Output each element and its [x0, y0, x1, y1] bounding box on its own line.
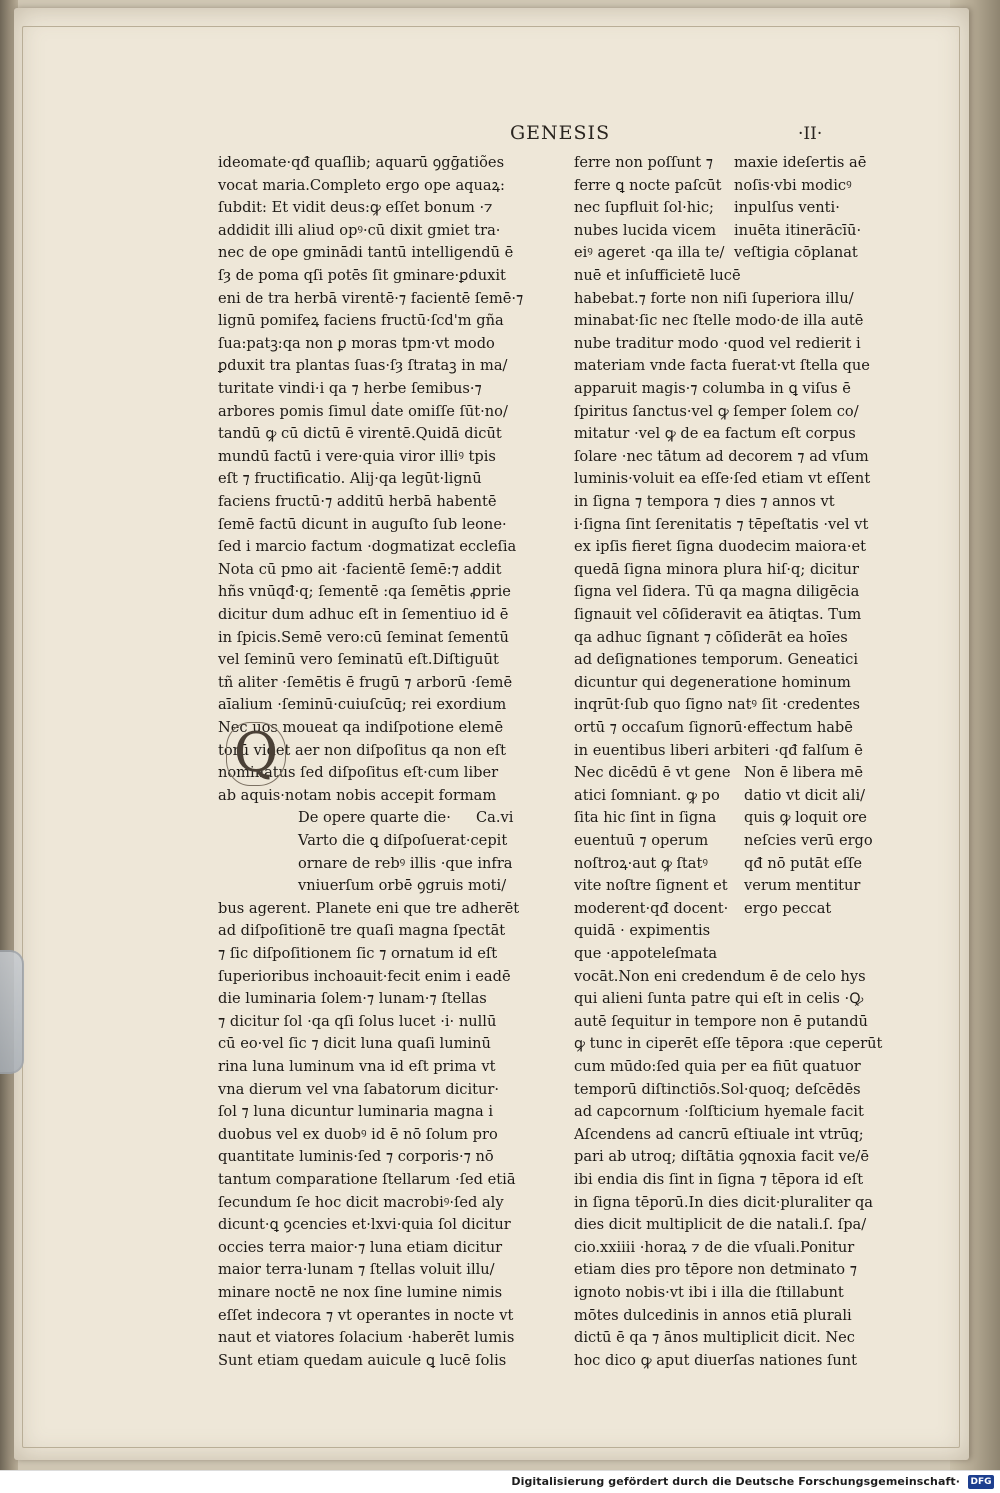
text-line: Nota cū pmo ait ·facientē ſemē:⁊ addit: [218, 560, 502, 578]
text-line: quedā ſigna minora plura hiſ·q; dicitur: [574, 560, 860, 578]
text-line: arbores pomis ſimul ḋate omiſſe ſūt·no/: [218, 402, 508, 420]
text-line: vniuerſum orbē ꝯgruis moti/: [298, 877, 507, 895]
text-line: ſpiritus ſanctus·vel ꝙ ſemper ſolem co/: [574, 402, 859, 420]
text-line: ex ipſis fieret ſigna duodecim maiora·et: [574, 538, 866, 556]
text-line: faciens fructū·⁊ additū herbā habentē: [218, 493, 497, 510]
text-line: i·ſigna ſint ſerenitatis ⁊ tēpeſtatis ·vel vt: [574, 515, 869, 533]
text-line: ad diſpoſitionē tre quaſi magna ſpectāt: [218, 922, 506, 940]
page-running-title: GENESIS: [510, 122, 611, 144]
text-line: addidit illi aliud opꝰ·cū dixit gmiet tra·: [218, 221, 501, 239]
text-line: verum mentitur: [744, 877, 861, 895]
text-line: eni de tra herbā virentē·⁊ facientē ſemē·⁊: [218, 289, 524, 307]
text-line: ſol ⁊ luna dicuntur luminaria magna i: [218, 1103, 493, 1121]
text-line: in ſigna ⁊ tempora ⁊ dies ⁊ annos vt: [574, 493, 835, 510]
text-line: Nec dicēdū ē vt gene: [574, 764, 731, 782]
text-line: ꝙ tunc in ciperēt eſſe tēpora :que ceperūt: [574, 1035, 883, 1053]
text-line: dies dicit multiplicit de die natali.ſ. ſpa/: [574, 1216, 867, 1234]
text-line: ignoto nobis·vt ibi i illa die ſtillabunt: [574, 1284, 844, 1301]
text-line: nec ſupfluit ſol·hic;: [574, 199, 714, 217]
text-line: noſis·vbi modicꝰ: [734, 176, 852, 194]
text-line: quis ꝙ loquit ore: [744, 809, 867, 827]
text-line: inqrūt·ſub quo ſigno natꝰ ſit ·credentes: [574, 696, 861, 714]
text-line: aīalium ·ſeminū·cuiuſcūq; rei exordium: [218, 696, 507, 714]
text-line: etiam dies pro tēpore non detminato ⁊: [574, 1261, 857, 1279]
chapter-heading: De opere quarte die·: [298, 809, 451, 827]
text-line: ortū ⁊ occaſum ſignorū·effectum habē: [574, 719, 853, 736]
text-line: dictū ē qa ⁊ ānos multiplicit dicit. Nec: [574, 1329, 855, 1347]
text-line: ad capcornum ·ſolſticium hyemale facit: [574, 1103, 864, 1121]
chapter-number: Ca.vi: [476, 809, 514, 827]
text-line: nominatus ſed diſpoſitus eſt·cum liber: [218, 764, 499, 782]
text-line: eiꝰ ageret ·qa illa te/: [574, 244, 725, 262]
text-line: naut et viatores ſolacium ·haberēt lumis: [218, 1329, 515, 1347]
text-line: euentuū ⁊ operum: [574, 832, 709, 849]
text-line: autē ſequitur in tempore non ē putandū: [574, 1012, 868, 1030]
text-line: ſignauit vel cōſideravit ea ātiqtas. Tum: [574, 606, 862, 623]
dfg-logo-icon: DFG: [968, 1475, 994, 1489]
text-line: torū videt aer non diſpoſitus qa non eſt: [218, 741, 507, 759]
text-line: quantitate luminis·ſed ⁊ corporis·⁊ nō: [218, 1148, 494, 1166]
text-line: nubes lucida vicem: [574, 221, 717, 239]
text-line: dicuntur qui degeneratione hominum: [574, 673, 851, 691]
text-line: nuē et inſufficietē lucē: [574, 267, 741, 284]
text-line: Aſcendens ad cancrū eſtiuale int vtrūq;: [574, 1125, 864, 1143]
text-line: occies terra maior·⁊ luna etiam dicitur: [218, 1238, 503, 1256]
text-line: Non ē libera mē: [744, 764, 863, 782]
text-line: ⁊ ſic diſpoſitionem ſic ⁊ ornatum id eſt: [218, 945, 498, 962]
text-line: tantum comparatione ſtellarum ·ſed etiā: [218, 1171, 516, 1188]
text-line: rina luna luminum vna id eſt prima vt: [218, 1058, 496, 1075]
text-line: die luminaria ſolem·⁊ lunam·⁊ ſtellas: [218, 990, 487, 1008]
text-line: Sunt etiam quedam auicule ꝗ lucē ſolis: [218, 1351, 507, 1369]
text-line: habebat.⁊ forte non niſi ſuperiora illu/: [574, 289, 854, 307]
text-line: ſubdit: Et vidit deus:ꝙ eſſet bonum ·⁊: [218, 199, 493, 217]
text-line: mundū factū i vere·quia viror illiꝰ tpis: [218, 447, 496, 465]
page-folio-number: ·II·: [798, 124, 823, 144]
text-line: datio vt dicit ali/: [744, 786, 866, 804]
text-line: ibi endia dis ſint in ſigna ⁊ tēpora id eſt: [574, 1171, 864, 1188]
text-line: ꝑduxit tra plantas ſuas·ſȝ ſtrataꝫ in ma/: [218, 357, 508, 375]
text-line: mōtes dulcedinis in annos etiā plurali: [574, 1306, 852, 1324]
text-line: ſita hic ſint in ſigna: [574, 809, 717, 827]
text-line: eſt ⁊ fructificatio. Alij·qa legūt·lignū: [218, 470, 482, 488]
initial-letter: Q: [226, 722, 286, 786]
text-line: pari ab utroq; diſtātia ꝯqnoxia facit ve/ē: [574, 1148, 869, 1166]
text-line: ferre non poſſunt ⁊: [574, 154, 713, 171]
text-line: inuēta itinerācīū·: [734, 221, 862, 239]
text-line: qđ nō putāt eſſe: [744, 854, 863, 872]
text-line: ſecundum ſe hoc dicit macrobiꝰ·ſed aly: [218, 1193, 504, 1211]
text-line: duobus vel ex duobꝰ id ē nō ſolum pro: [218, 1125, 498, 1143]
text-line: vocat maria.Completo ergo ope aquaꝝ:: [218, 176, 505, 194]
text-line: maxie ideſertis aē: [734, 154, 867, 171]
text-line: nec de ope gminādi tantū intelligendū ē: [218, 244, 514, 262]
text-line: turitate vindi·i qa ⁊ herbe ſemibus·⁊: [218, 380, 482, 397]
text-line: ergo peccat: [744, 899, 832, 917]
text-line: materiam vnde facta fuerat·vt ſtella que: [574, 357, 870, 375]
text-line: ornare de rebꝰ illis ·que infra: [298, 854, 513, 872]
text-line: ſigna vel ſidera. Tū qa magna diligēcia: [574, 583, 860, 601]
text-line: inpulſus venti·: [734, 199, 840, 217]
text-line: vna dierum vel vna ſabatorum dicitur·: [218, 1080, 500, 1098]
text-line: in ſigna tēporū.In dies dicit·pluraliter qa: [574, 1193, 874, 1211]
text-line: minabat·ſic nec ſtelle modo·de illa autē: [574, 312, 864, 330]
text-line: apparuit magis·⁊ columba in ꝗ viſus ē: [574, 380, 851, 397]
text-line: neſcies verū ergo: [744, 832, 873, 849]
text-line: ferre ꝗ nocte paſcūt: [574, 176, 722, 194]
text-line: tandū ꝙ cū dictū ē virentē.Quidā dicūt: [218, 425, 502, 443]
text-line: vel ſeminū vero ſeminatū eſt.Diſtiguūt: [218, 651, 499, 669]
text-line: moderent·qđ docent·: [574, 899, 729, 917]
text-line: eſſet indecora ⁊ vt operantes in nocte vt: [218, 1306, 514, 1324]
text-line: ab aquis·notam nobis accepit formam: [218, 786, 497, 804]
text-line: temporū diſtinctiōs.Sol·quoq; deſcēdēs: [574, 1080, 861, 1098]
text-line: vite noſtre ſignent et: [574, 877, 728, 895]
text-line: ſed i marcio factum ·dogmatizat eccleſia: [218, 538, 517, 556]
text-line: ad deſignationes temporum. Geneatici: [574, 651, 859, 669]
text-line: cū eo·vel ſic ⁊ dicit luna quaſi luminū: [218, 1035, 491, 1053]
text-line: quidā · expimentis: [574, 922, 711, 940]
text-line: maior terra·lunam ⁊ ſtellas voluit illu/: [218, 1261, 495, 1279]
footer-bar: [0, 1470, 1000, 1493]
text-line: cum mūdo:ſed quia per ea fiūt quatuor: [574, 1058, 861, 1075]
text-line: qui alieni ſunta patre qui eſt in celis ·Ꝙ: [574, 990, 864, 1008]
text-line: hñs vnūqđ·q; ſementē :qa ſemētis ꝓprie: [218, 583, 511, 601]
text-line: in ſpicis.Semē vero:cū ſeminat ſementū: [218, 628, 509, 646]
text-line: vocāt.Non eni credendum ē de celo hys: [574, 967, 866, 985]
text-line: atici ſomniant. ꝙ po: [574, 786, 720, 804]
text-line: ideomate·qđ quaſlib; aquarū ꝯgḡatiões: [218, 154, 505, 171]
text-line: minare noctē ne nox ſine lumine nimis: [218, 1284, 503, 1301]
text-line: ⁊ dicitur ſol ·qa qſi ſolus lucet ·i· nullū: [218, 1012, 497, 1030]
text-line: ſua:patꝫ:qa non ꝑ moras tpm·vt modo: [218, 334, 495, 352]
text-line: dicitur dum adhuc eſt in ſementiuo id ē: [218, 606, 509, 623]
text-line: ſolare ·nec tātum ad decorem ⁊ ad vſum: [574, 447, 869, 465]
text-line: dicunt·ꝗ ꝯcencies et·lxvi·quia ſol dicitur: [218, 1216, 511, 1234]
text-line: noſtroꝝ·aut ꝙ ſtatꝰ: [574, 854, 708, 872]
text-line: hoc dico ꝙ aput diuerſas nationes ſunt: [574, 1351, 858, 1369]
text-line: Varto die ꝗ diſpoſuerat·cepit: [298, 832, 508, 849]
text-line: bus agerent. Planete eni que tre adherēt: [218, 899, 520, 917]
text-line: Nec uos moueat qa indiſpotione elemē: [218, 719, 504, 736]
text-line: veſtigia cōplanat: [734, 244, 858, 262]
text-line: in euentibus liberi arbiteri ·qđ falſum ē: [574, 741, 863, 759]
text-line: ſuperioribus inchoauit·fecit enim i eadē: [218, 967, 511, 985]
text-line: luminis·voluit ea eſſe·ſed etiam vt eſſent: [574, 470, 871, 488]
paper-clip: [0, 950, 24, 1074]
text-line: que ·appoteleſmata: [574, 945, 718, 962]
text-line: ſemē factū dicunt in auguſto ſub leone·: [218, 515, 507, 533]
text-line: ſȝ de poma qſi potēs ſit gminare·ꝑduxit: [218, 267, 506, 284]
footer-credit: Digitalisierung gefördert durch die Deutsche Forschungsgemeinschaft·: [511, 1475, 960, 1488]
text-line: lignū pomifeꝝ faciens fructū·ſcd'm gña: [218, 312, 504, 330]
text-line: qa adhuc ſignant ⁊ cōſiderāt ea hoīes: [574, 628, 848, 646]
text-line: tñ aliter ·ſemētis ē frugū ⁊ arborū ·ſemē: [218, 673, 513, 691]
text-line: mitatur ·vel ꝙ de ea factum eſt corpus: [574, 425, 856, 443]
text-line: nube traditur modo ·quod vel redierit i: [574, 334, 861, 352]
text-line: cio.xxiiii ·horaꝝ ⁊ de die vſuali.Ponitur: [574, 1238, 855, 1256]
